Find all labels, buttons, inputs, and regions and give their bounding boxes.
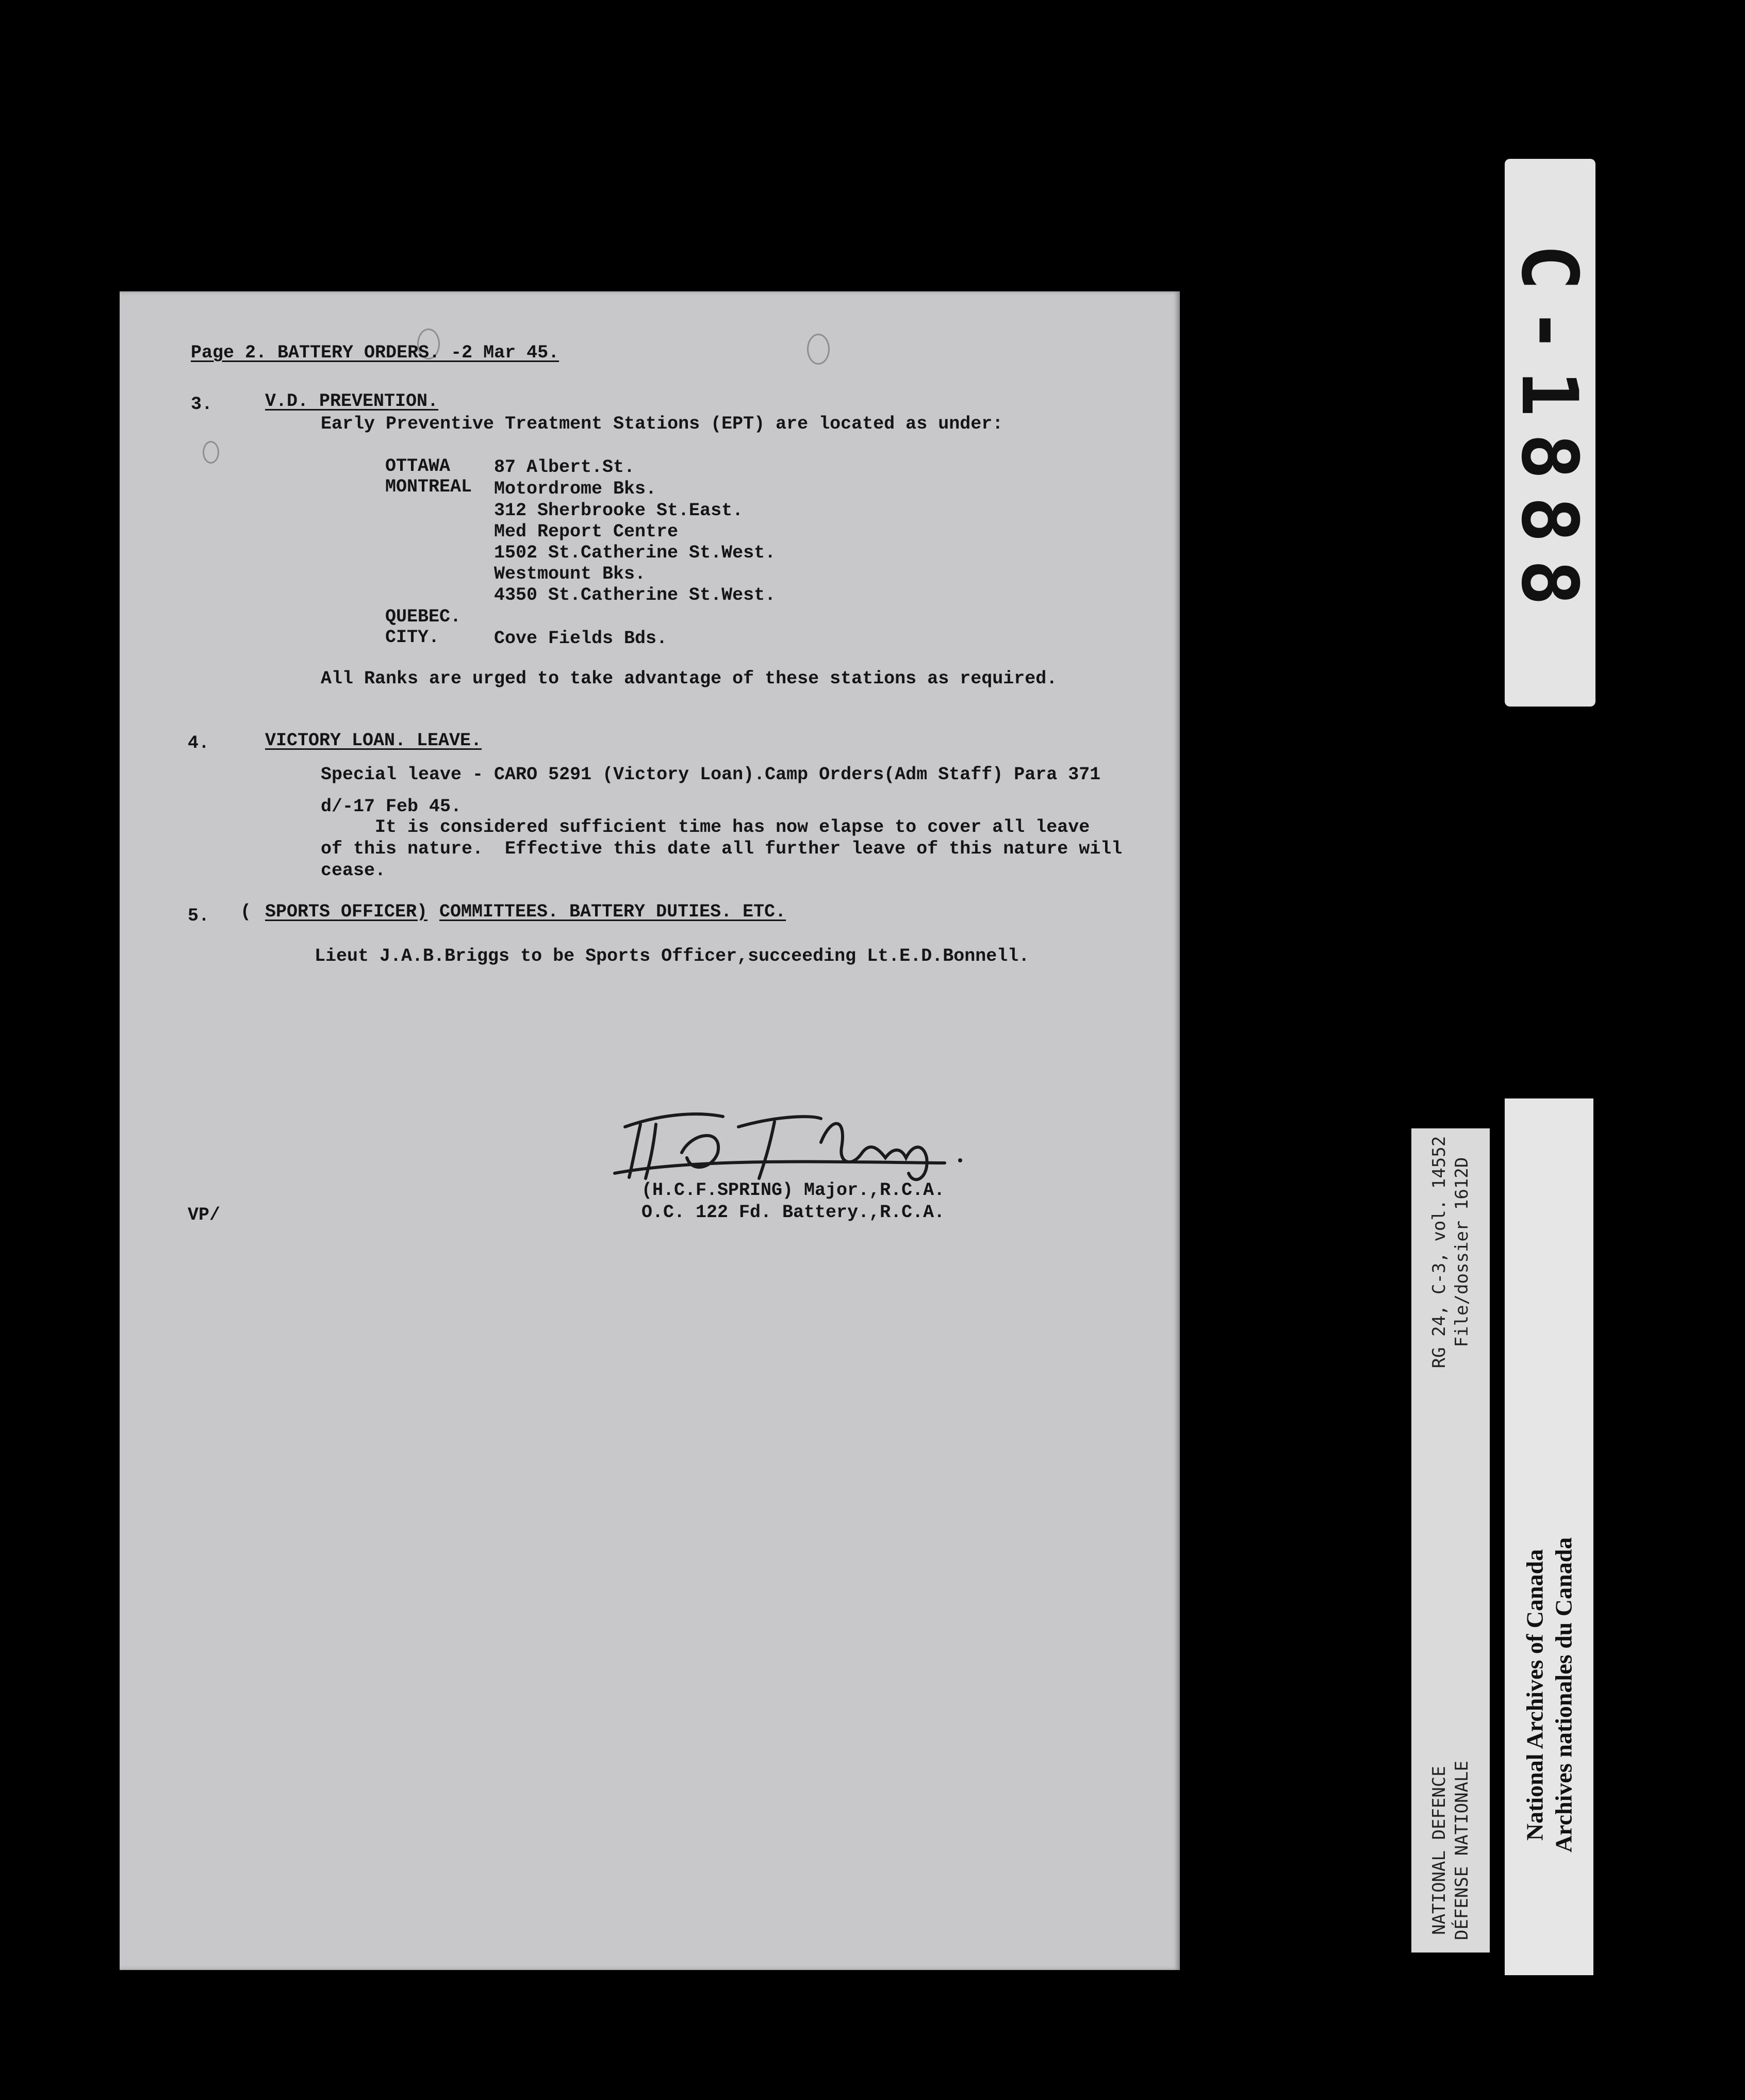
station-location: Motordrome Bks.: [494, 479, 657, 499]
section-text: Lieut J.A.B.Briggs to be Sports Officer,succeeding Lt.E.D.Bonnell.: [315, 946, 1030, 966]
section-text-line: of this nature. Effective this date all further leave of this nature will: [321, 839, 1123, 859]
signature-name: (H.C.F.SPRING) Major.,R.C.A.: [641, 1180, 945, 1201]
section-number: 5.: [188, 906, 210, 926]
section-text-line: Special leave - CARO 5291 (Victory Loan).Camp Orders(Adm Staff) Para 371: [321, 764, 1101, 785]
punch-hole: [807, 334, 830, 365]
section-heading: SPORTS OFFICER): [265, 901, 428, 922]
station-location: 87 Albert.St.: [494, 457, 635, 478]
station-location: Med Report Centre: [494, 521, 679, 542]
section-intro: Early Preventive Treatment Stations (EPT) are located as under:: [321, 414, 1003, 434]
section-text-line: d/-17 Feb 45.: [321, 796, 462, 817]
section-text-line: cease.: [321, 860, 386, 881]
handwritten-signature: [604, 1096, 976, 1189]
reference-line: RG 24, C-3, vol. 14552: [1429, 1136, 1450, 1369]
station-location: Westmount Bks.: [494, 564, 646, 584]
signature-title: O.C. 122 Fd. Battery.,R.C.A.: [641, 1202, 945, 1223]
section-number: 3.: [191, 394, 213, 415]
frame-number: C-1888: [1504, 244, 1594, 622]
section-number: 4.: [188, 733, 210, 753]
station-city: MONTREAL: [385, 477, 472, 497]
page-header: Page 2. BATTERY ORDERS. -2 Mar 45.: [191, 342, 559, 363]
section-text-line: It is considered sufficient time has now elapse to cover all leave: [321, 817, 1090, 838]
station-location: 4350 St.Catherine St.West.: [494, 585, 776, 605]
section-heading: VICTORY LOAN. LEAVE.: [265, 730, 482, 751]
section-heading-paren: (: [240, 901, 252, 922]
station-location: 1502 St.Catherine St.West.: [494, 543, 776, 563]
section-heading: COMMITTEES. BATTERY DUTIES. ETC.: [439, 901, 786, 922]
station-location: 312 Sherbrooke St.East.: [494, 500, 744, 521]
reference-line: File/dossier 1612D: [1452, 1157, 1472, 1348]
department-en: NATIONAL DEFENCE: [1429, 1766, 1450, 1935]
typist-initials: VP/: [188, 1205, 221, 1225]
station-city: OTTAWA: [385, 456, 451, 477]
station-location: Cove Fields Bds.: [494, 628, 668, 649]
section-closing: All Ranks are urged to take advantage of these stations as required.: [321, 668, 1058, 689]
station-city: CITY.: [385, 627, 440, 648]
department-fr: DÉFENSE NATIONALE: [1452, 1761, 1472, 1940]
archives-name-fr: Archives nationales du Canada: [1550, 1537, 1577, 1853]
document-page: [120, 291, 1180, 1970]
archive-reference-label: [1411, 1128, 1490, 1953]
station-city: QUEBEC.: [385, 606, 462, 627]
punch-hole: [203, 441, 219, 464]
archives-name-en: National Archives of Canada: [1521, 1549, 1548, 1841]
section-heading: V.D. PREVENTION.: [265, 391, 439, 412]
national-archives-label: [1505, 1098, 1593, 1975]
